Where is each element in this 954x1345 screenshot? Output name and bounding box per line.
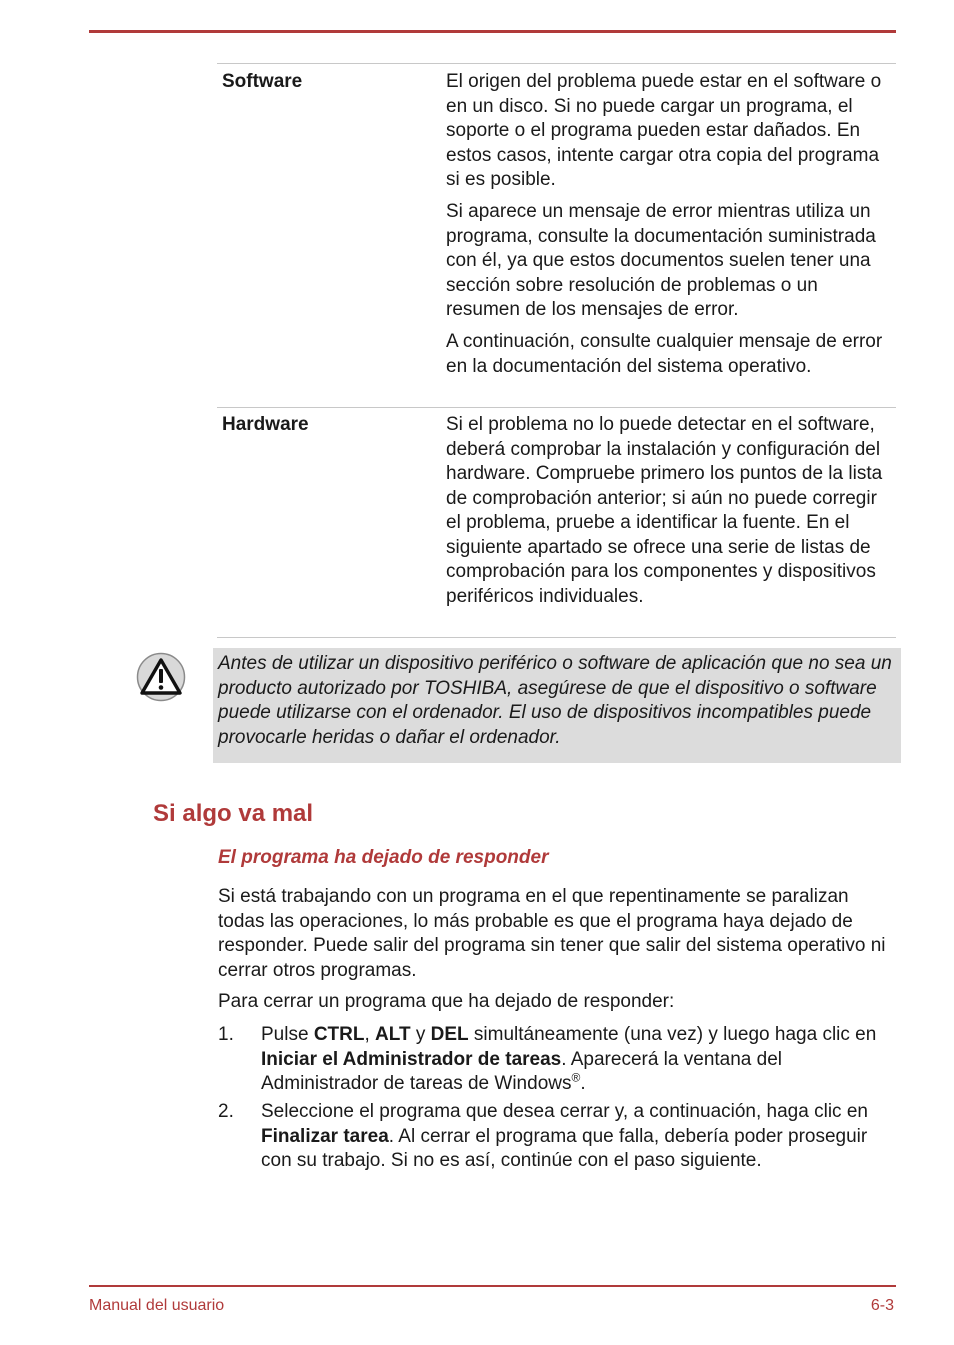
table-bottom-rule (217, 637, 896, 638)
header-rule (89, 30, 896, 33)
page-number: 6-3 (870, 1297, 894, 1314)
warning-note (213, 648, 901, 763)
step-text: Pulse CTRL, ALT y DEL simultáneamente (una vez) y luego haga clic en Iniciar el Administrador de tareas. Aparecerá la ventana del Administrador de tareas de Windows®. (261, 1024, 877, 1094)
section-title: Si algo va mal (153, 800, 314, 827)
row-term: Software (222, 71, 303, 92)
description-paragraph: El origen del problema puede estar en el software o en un disco. Si no puede cargar un programa, el soporte o el programa pueden estar dañados. En estos casos, intente cargar otra copia del programa si es posible. (446, 71, 882, 190)
step-number: 1. (218, 1024, 234, 1045)
warning-triangle-icon (136, 652, 186, 702)
row-description (446, 70, 896, 387)
section-subtitle: El programa ha dejado de responder (218, 847, 549, 868)
row-term: Hardware (222, 414, 309, 435)
description-paragraph: Si aparece un mensaje de error mientras utiliza un programa, consulte la documentación suministrada con él, ya que estos documentos suelen tener una sección sobre resolución de problemas o un resumen de los mensajes de error. (446, 201, 876, 320)
step-number: 2. (218, 1101, 234, 1122)
description-paragraph: A continuación, consulte cualquier mensaje de error en la documentación del sistema operativo. (446, 331, 883, 377)
description-paragraph: Si el problema no lo puede detectar en el software, deberá comprobar la instalación y configuración del hardware. Compruebe primero los puntos de la lista de comprobación anterior; si aún no puede corregir el problema, pruebe a identificar la fuente. En el siguiente apartado se ofrece una serie de listas de comprobación para los componentes y dispositivos periféricos individuales. (446, 414, 883, 607)
table-row-hardware (217, 407, 896, 638)
footer-title: Manual del usuario (89, 1297, 225, 1314)
warning-text: Antes de utilizar un dispositivo periférico o software de aplicación que no sea un producto autorizado por TOSHIBA, asegúrese de que el dispositivo o software puede utilizarse con el ordenador. El uso de dispositivos incompatibles puede provocarle heridas o dañar el ordenador. (218, 653, 892, 748)
table-row-software (217, 63, 896, 409)
intro-paragraph: Si está trabajando con un programa en el que repentinamente se paralizan todas las operaciones, lo más probable es que el programa haya dejado de responder. Puede salir del programa sin tener que salir del sistema operativo ni cerrar otros programas. (218, 886, 886, 981)
footer-rule (89, 1285, 896, 1287)
lead-paragraph: Para cerrar un programa que ha dejado de responder: (218, 991, 675, 1012)
row-description (446, 413, 896, 617)
step-text: Seleccione el programa que desea cerrar y, a continuación, haga clic en Finalizar tarea. Al cerrar el programa que falla, debería poder proseguir con su trabajo. Si no es así, continúe con el paso siguiente. (261, 1101, 868, 1171)
